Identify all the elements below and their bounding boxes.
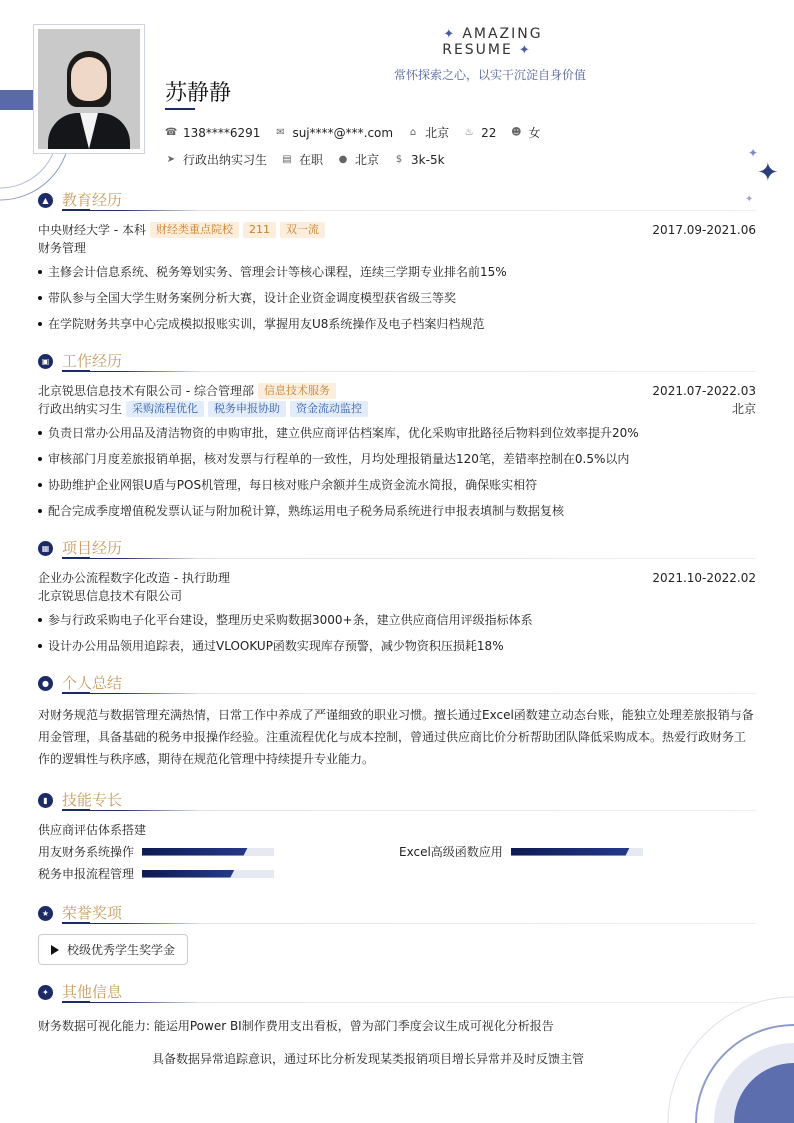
list-item: 审核部门月度差旅报销单据，核对发票与行程单的一致性，月均处理报销量达120笔，差错率控制在0.5%以内 xyxy=(38,446,756,472)
skill-name: 税务申报流程管理 xyxy=(38,867,135,881)
other-info-line: 财务数据可视化能力: 能运用Power BI制作费用支出看板，曾为部门季度会议生成可视化分析报告 xyxy=(38,1019,554,1033)
skill-level-bar xyxy=(142,870,274,878)
intent-city-text: 北京 xyxy=(355,153,380,167)
section-title: 教育经历 xyxy=(62,191,123,209)
school-name: 中央财经大学 - 本科 xyxy=(38,223,146,237)
send-icon: ➤ xyxy=(166,154,176,165)
age-text: 22 xyxy=(481,125,497,140)
play-icon xyxy=(51,945,59,955)
skill-level-fill xyxy=(142,848,248,856)
role-tag: 税务申报协助 xyxy=(208,401,286,417)
list-item: 协助维护企业网银U盾与POS机管理，每日核对账户余额并生成资金流水简报，确保账实相符 xyxy=(38,472,756,498)
section-divider xyxy=(62,371,756,372)
contact-row xyxy=(165,124,540,141)
section-divider xyxy=(62,693,756,694)
awards-section xyxy=(38,902,756,965)
position-text: 行政出纳实习生 xyxy=(183,153,268,167)
phone-text: 138****6291 xyxy=(183,125,261,140)
section-title: 个人总结 xyxy=(62,674,123,692)
work-section xyxy=(38,350,756,524)
list-item: 配合完成季度增值税发票认证与附加税计算，熟练运用电子税务局系统进行申报表填制与数据复核 xyxy=(38,498,756,524)
gender-text: 女 xyxy=(528,126,541,140)
list-item: 在学院财务共享中心完成模拟报账实训，掌握用友U8系统操作及电子档案归档规范 xyxy=(38,311,756,337)
school-tag: 211 xyxy=(243,222,276,238)
list-item: 参与行政采购电子化平台建设，整理历史采购数据3000+条，建立供应商信用评级指标体系 xyxy=(38,607,756,633)
section-title: 项目经历 xyxy=(62,539,123,557)
phone-icon: ☎ xyxy=(165,127,178,138)
school-tag: 双一流 xyxy=(280,222,325,238)
industry-tag: 信息技术服务 xyxy=(258,383,336,399)
project-org: 北京锐思信息技术有限公司 xyxy=(38,589,183,603)
project-period: 2021.10-2022.02 xyxy=(652,571,756,585)
role-tag: 资金流动监控 xyxy=(290,401,368,417)
section-divider xyxy=(62,1002,756,1003)
skill-item xyxy=(38,821,146,838)
education-period: 2017.09-2021.06 xyxy=(652,223,756,237)
city-text: 北京 xyxy=(425,126,450,140)
briefcase-icon: ▤ xyxy=(282,154,292,165)
home-icon: ⌂ xyxy=(409,127,417,138)
company-name: 北京锐思信息技术有限公司 - 综合管理部 xyxy=(38,384,254,398)
sparkle-icon: ✦ xyxy=(443,27,457,42)
section-title: 其他信息 xyxy=(62,983,123,1001)
skill-name: Excel高级函数应用 xyxy=(399,845,503,859)
email-text: suj****@***.com xyxy=(292,125,394,140)
person-icon: ● xyxy=(38,676,53,691)
section-divider xyxy=(62,558,756,559)
profile-photo xyxy=(33,24,145,154)
award-badge xyxy=(38,934,188,965)
section-divider xyxy=(62,810,756,811)
gender-icon: ☻ xyxy=(511,127,522,138)
sparkle-icon: ✦ xyxy=(745,194,754,205)
section-divider xyxy=(62,210,756,211)
summary-section xyxy=(38,672,756,770)
list-item: 带队参与全国大学生财务案例分析大赛，设计企业资金调度模型获省级三等奖 xyxy=(38,285,756,311)
brand-header xyxy=(390,26,590,83)
brand-subtitle: 常怀探索之心，以实干沉淀自身价值 xyxy=(393,68,586,82)
briefcase-icon: ▣ xyxy=(38,354,53,369)
trophy-icon: ★ xyxy=(38,906,53,921)
intent-row xyxy=(165,151,445,168)
work-period: 2021.07-2022.03 xyxy=(652,384,756,398)
candidate-name: 苏静静 xyxy=(165,81,232,106)
status-text: 在职 xyxy=(299,153,324,167)
skill-name: 供应商评估体系搭建 xyxy=(38,823,147,837)
name-underline xyxy=(165,108,195,110)
summary-text: 对财务规范与数据管理充满热情，日常工作中养成了严谨细致的职业习惯。擅长通过Excel函数建立动态台账，能独立处理差旅报销与备用金管理，具备基础的税务申报操作经验。注重流程优化与成本控制，曾通过供应商比价分析帮助团队降低采购成本。热爱行政财务工作的逻辑性与秩序感，期待在规范化管理中持续提升专业能力。 xyxy=(38,708,754,766)
sparkle-icon: ✦ xyxy=(757,158,779,188)
sparkle-icon: ✦ xyxy=(518,43,532,58)
section-divider xyxy=(62,923,756,924)
major-text: 财务管理 xyxy=(38,241,87,255)
skill-level-fill xyxy=(511,848,630,856)
salary-text: 3k-5k xyxy=(411,152,445,167)
section-title: 工作经历 xyxy=(62,352,123,370)
bar-chart-icon: ▮ xyxy=(38,793,53,808)
role-tag: 采购流程优化 xyxy=(126,401,204,417)
skill-level-bar xyxy=(511,848,643,856)
other-section xyxy=(38,981,756,1067)
list-item: 主修会计信息系统、税务筹划实务、管理会计等核心课程，连续三学期专业排名前15% xyxy=(38,259,756,285)
skill-level-bar xyxy=(142,848,274,856)
info-icon: ✦ xyxy=(38,985,53,1000)
education-section xyxy=(38,189,756,337)
section-title: 荣誉奖项 xyxy=(62,904,123,922)
brand-title: AMAZING RESUME xyxy=(442,26,543,58)
skill-item xyxy=(38,865,274,882)
skill-item xyxy=(399,843,643,860)
section-title: 技能专长 xyxy=(62,791,123,809)
other-info-line: 具备数据异常追踪意识，通过环比分析发现某类报销项目增长异常并及时反馈主管 xyxy=(151,1052,584,1066)
grid-icon: ▦ xyxy=(38,541,53,556)
skills-section xyxy=(38,789,756,891)
email-icon: ✉ xyxy=(276,127,285,138)
list-item: 负责日常办公用品及清洁物资的申购审批，建立供应商评估档案库，优化采购审批路径后物料到位效率提升20% xyxy=(38,420,756,446)
award-name: 校级优秀学生奖学金 xyxy=(67,943,176,957)
sparkle-icon: ✦ xyxy=(748,146,759,160)
work-location: 北京 xyxy=(731,402,756,416)
location-pin-icon: ● xyxy=(338,154,348,165)
skill-name: 用友财务系统操作 xyxy=(38,845,135,859)
skill-level-fill xyxy=(142,870,234,878)
project-section xyxy=(38,537,756,659)
role-name: 行政出纳实习生 xyxy=(38,402,123,416)
skill-item xyxy=(38,843,274,860)
school-tag: 财经类重点院校 xyxy=(150,222,239,238)
graduation-cap-icon: ▲ xyxy=(38,193,53,208)
list-item: 设计办公用品领用追踪表，通过VLOOKUP函数实现库存预警，减少物资积压损耗18% xyxy=(38,633,756,659)
salary-icon: $ xyxy=(395,154,403,165)
project-name: 企业办公流程数字化改造 - 执行助理 xyxy=(38,571,230,585)
cake-icon: ♨ xyxy=(464,127,474,138)
